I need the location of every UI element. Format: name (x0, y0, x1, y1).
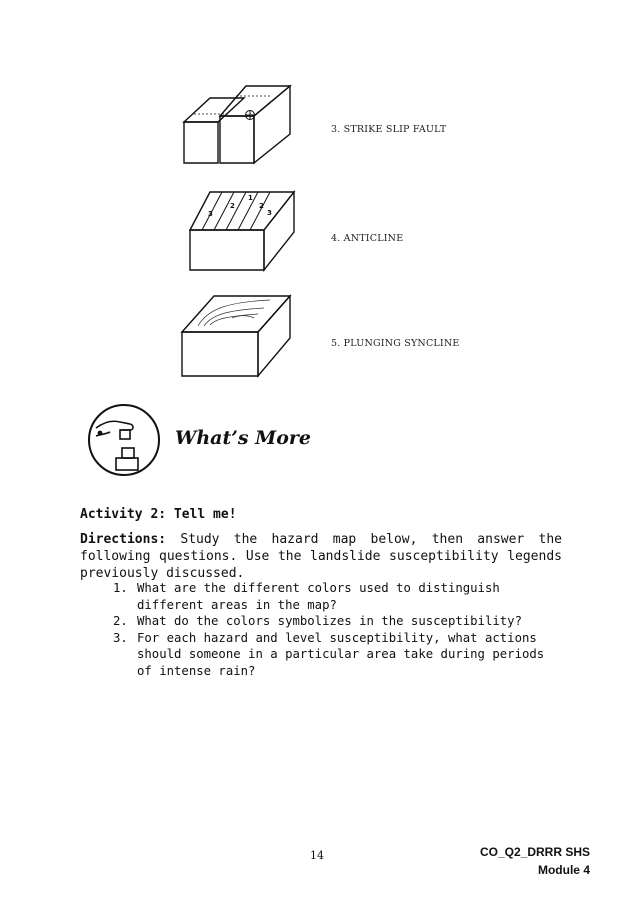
list-item (113, 613, 553, 630)
question-number: 1. (113, 581, 128, 595)
directions-paragraph (80, 531, 562, 582)
list-item (113, 630, 553, 680)
plunging-syncline-diagram (178, 292, 302, 380)
strike-slip-fault-diagram (180, 78, 300, 168)
question-text: What are the different colors used to distinguish different areas in the map? (137, 581, 500, 612)
layer-number: 3 (208, 210, 213, 218)
layer-number: 1 (248, 194, 253, 202)
figure-caption-plunging-syncline: 5. PLUNGING SYNCLINE (331, 338, 460, 349)
question-text: What do the colors symbolizes in the susceptibility? (137, 614, 522, 628)
module-code (480, 843, 590, 879)
hand-stacking-blocks-icon (86, 402, 162, 478)
figure-caption-strike-slip: 3. STRIKE SLIP FAULT (331, 124, 447, 135)
figure-caption-anticline: 4. ANTICLINE (331, 233, 404, 244)
module-code-line1: CO_Q2_DRRR SHS (479, 845, 590, 859)
page-number: 14 (310, 849, 324, 862)
question-list (113, 580, 553, 679)
section-title: What’s More (175, 427, 311, 449)
layer-number: 3 (267, 209, 272, 217)
question-number: 2. (113, 614, 128, 628)
question-number: 3. (113, 630, 128, 645)
layer-number: 2 (230, 202, 235, 210)
layer-number: 2 (259, 202, 264, 210)
question-text: For each hazard and level susceptibility, what actions should someone in a particular area take during periods of intense rain? (137, 630, 545, 678)
directions-text: Study the hazard map below, then answer the following questions. Use the landslide susceptibility legends previously discussed. (80, 532, 562, 581)
activity-title: Activity 2: Tell me! (80, 507, 237, 522)
directions-label: Directions: (80, 532, 167, 547)
anticline-diagram (186, 186, 300, 272)
list-item (113, 580, 553, 613)
module-code-line2: Module 4 (537, 863, 590, 877)
